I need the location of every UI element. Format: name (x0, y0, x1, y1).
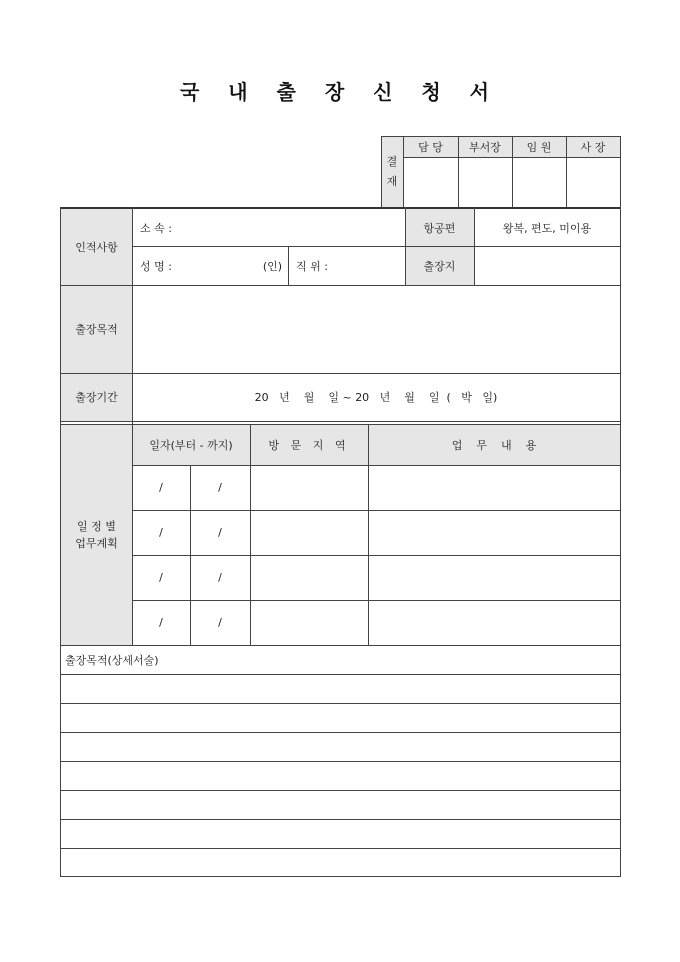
detail-label: 출장목적(상세서술) (65, 653, 159, 667)
detail-line-6[interactable] (61, 819, 620, 848)
personal-section-label: 인적사항 (61, 209, 132, 285)
approval-sign-director[interactable] (512, 157, 566, 207)
approval-header-director: 임 원 (512, 137, 566, 157)
detail-line-2[interactable] (61, 703, 620, 732)
schedule-row-4-area[interactable] (250, 600, 368, 645)
detail-line-5[interactable] (61, 790, 620, 819)
schedule-row-1-to[interactable]: / (218, 481, 222, 494)
schedule-row-1-area[interactable] (250, 465, 368, 510)
schedule-row-4-task[interactable] (368, 600, 620, 645)
detail-line-7[interactable] (61, 848, 620, 877)
airline-options[interactable]: 왕복, 편도, 미이용 (502, 221, 592, 235)
airline-label: 항공편 (405, 209, 474, 246)
schedule-row-2-task[interactable] (368, 510, 620, 555)
schedule-row-2-area[interactable] (250, 510, 368, 555)
schedule-section-label: 일 정 별 업무계획 (61, 424, 132, 645)
schedule-col-task: 업 무 내 용 (368, 424, 620, 465)
position-field[interactable]: 직 위 : (296, 259, 328, 273)
detail-line-4[interactable] (61, 761, 620, 790)
approval-sign-president[interactable] (566, 157, 620, 207)
detail-line-3[interactable] (61, 732, 620, 761)
period-label: 출장기간 (61, 373, 132, 421)
schedule-row-2-from[interactable]: / (159, 526, 163, 539)
seal-label: (인) (262, 259, 283, 273)
name-field[interactable]: 성 명 : (140, 259, 172, 273)
approval-header-president: 사 장 (566, 137, 620, 157)
approval-side-label: 결 재 (381, 137, 403, 207)
schedule-col-area: 방 문 지 역 (250, 424, 368, 465)
approval-header-manager: 부서장 (458, 137, 512, 157)
schedule-row-2-to[interactable]: / (218, 526, 222, 539)
schedule-row-3-to[interactable]: / (218, 571, 222, 584)
schedule-row-3-from[interactable]: / (159, 571, 163, 584)
destination-label: 출장지 (405, 246, 474, 285)
schedule-row-3-area[interactable] (250, 555, 368, 600)
period-field[interactable]: 20 년 월 일 ~ 20 년 월 일 ( 박 일) (254, 391, 498, 404)
approval-header-staff: 담 당 (403, 137, 458, 157)
affiliation-field[interactable]: 소 속 : (140, 221, 172, 235)
schedule-row-4-to[interactable]: / (218, 616, 222, 629)
schedule-row-3-task[interactable] (368, 555, 620, 600)
purpose-label: 출장목적 (61, 285, 132, 373)
schedule-col-date: 일자(부터 - 까지) (132, 424, 250, 465)
schedule-row-1-task[interactable] (368, 465, 620, 510)
approval-sign-staff[interactable] (403, 157, 458, 207)
detail-line-1[interactable] (61, 674, 620, 703)
schedule-row-4-from[interactable]: / (159, 616, 163, 629)
purpose-field[interactable] (132, 285, 620, 373)
destination-field[interactable] (474, 246, 620, 285)
document-title: 국 내 출 장 신 청 서 (179, 80, 501, 104)
schedule-row-1-from[interactable]: / (159, 481, 163, 494)
approval-sign-manager[interactable] (458, 157, 512, 207)
